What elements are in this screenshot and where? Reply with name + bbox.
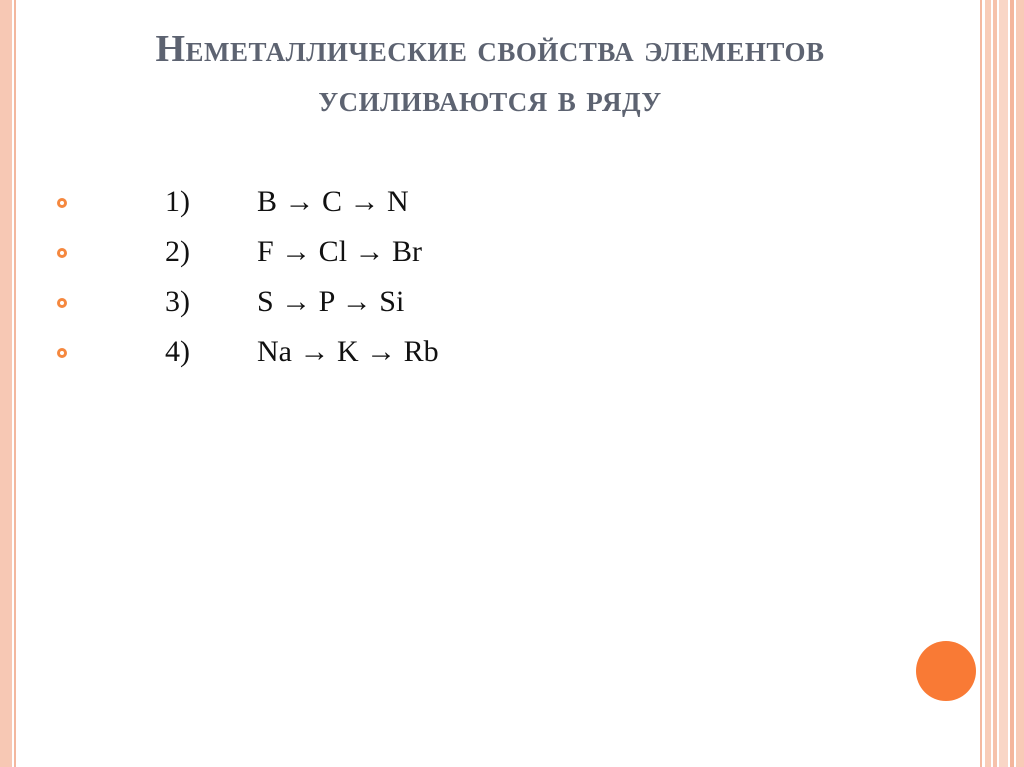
slide-title-line-2: усиливаются в ряду (318, 78, 662, 120)
right-frame-stripe (1016, 0, 1024, 767)
right-frame-stripe (980, 0, 982, 767)
answer-option (52, 182, 752, 232)
slide-title-line-1: Неметаллические свойства элементов (155, 28, 825, 70)
option-number: 3) (165, 285, 190, 318)
decorative-circle-icon (916, 641, 976, 701)
ring-bullet-icon (57, 298, 67, 308)
slide-title (40, 24, 940, 124)
answer-option (52, 282, 752, 332)
option-number: 1) (165, 185, 190, 218)
left-frame-stripe (0, 0, 12, 767)
left-frame-line (14, 0, 16, 767)
right-frame-stripe (993, 0, 997, 767)
option-series: S → P → Si (257, 285, 405, 318)
answer-option (52, 232, 752, 282)
ring-bullet-icon (57, 348, 67, 358)
right-frame (980, 0, 1024, 767)
option-series: F → Cl → Br (257, 235, 423, 268)
option-series: B → C → N (257, 185, 409, 218)
right-frame-stripe (985, 0, 991, 767)
ring-bullet-icon (57, 198, 67, 208)
ring-bullet-icon (57, 248, 67, 258)
option-series: Na → K → Rb (257, 335, 439, 368)
right-frame-stripe (1010, 0, 1014, 767)
answer-options-list (52, 182, 752, 382)
answer-option (52, 332, 752, 382)
option-number: 2) (165, 235, 190, 268)
right-frame-stripe (999, 0, 1008, 767)
option-number: 4) (165, 335, 190, 368)
